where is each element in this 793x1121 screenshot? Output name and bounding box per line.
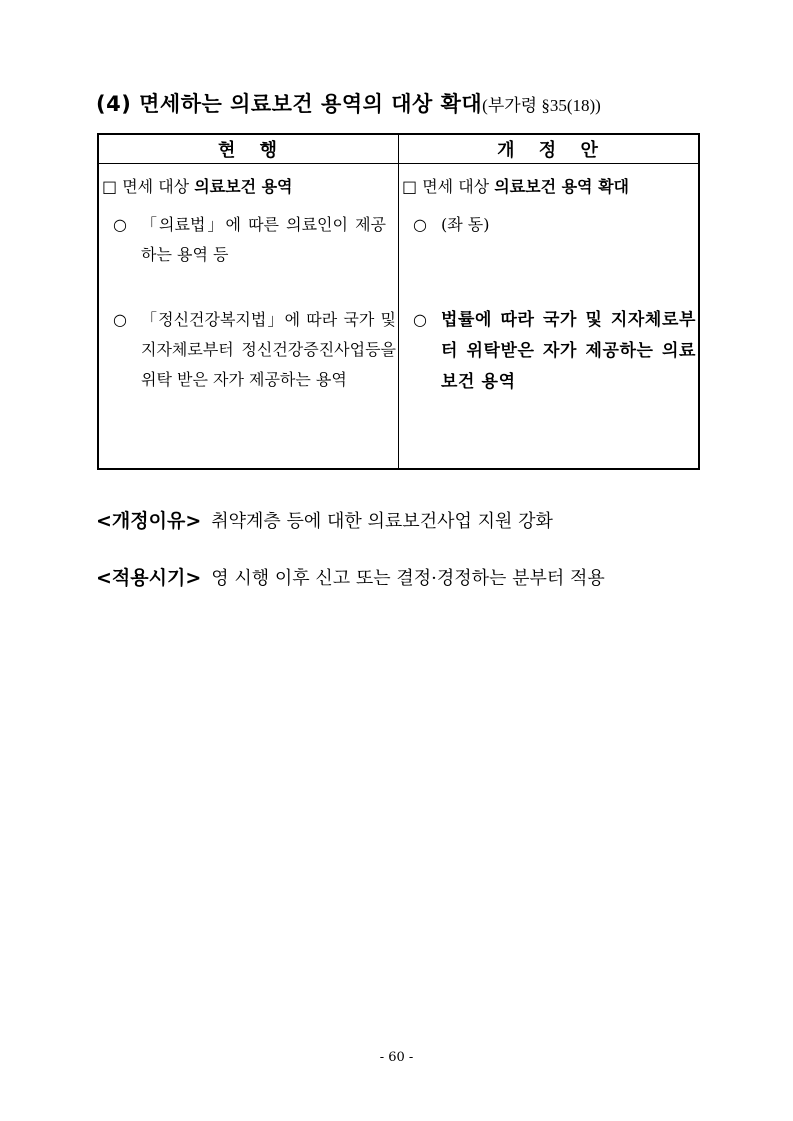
- proposed-item-2: [413, 305, 696, 398]
- comparison-table: [97, 133, 700, 470]
- bullet-icon: ○: [413, 215, 427, 234]
- current-item-1-text: 「의료법」에 따른 의료인이 제공하는 용역 등: [141, 215, 386, 264]
- bullet-icon: ○: [113, 215, 127, 234]
- proposed-item-2-text: 법률에 따라 국가 및 지자체로부터 위탁받은 자가 제공하는 의료보건 용역: [441, 310, 696, 392]
- section-title-text: (4) 면세하는 의료보건 용역의 대상 확대: [96, 92, 483, 116]
- effective-line: [96, 563, 605, 590]
- effective-label: <적용시기>: [96, 567, 202, 589]
- proposed-heading-bold: 의료보건 용역 확대: [494, 177, 629, 196]
- current-heading-prefix: □ 면세 대상: [102, 177, 195, 196]
- current-heading: [102, 174, 293, 197]
- current-column: [98, 164, 399, 470]
- proposed-item-1: [413, 210, 696, 240]
- section-reference: (부가령 §35(18)): [482, 96, 601, 115]
- reason-label: <개정이유>: [96, 510, 202, 532]
- header-proposed: 개 정 안: [399, 134, 700, 164]
- header-current: 현 행: [98, 134, 399, 164]
- table-header-row: [98, 134, 699, 164]
- current-item-2: [113, 305, 396, 395]
- proposed-heading-prefix: □ 면세 대상: [402, 177, 495, 196]
- current-item-2-text: 「정신건강복지법」에 따라 국가 및 지자체로부터 정신건강증진사업등을 위탁 받은 자가 제공하는 용역: [141, 310, 396, 389]
- proposed-item-1-text: (좌 동): [441, 215, 490, 234]
- page-number: - 60 -: [379, 1050, 414, 1065]
- effective-text: 영 시행 이후 신고 또는 결정·경정하는 분부터 적용: [211, 568, 605, 589]
- bullet-icon: ○: [113, 310, 127, 329]
- proposed-column: [399, 164, 700, 470]
- table-body-row: [98, 164, 699, 470]
- current-heading-bold: 의료보건 용역: [194, 177, 293, 196]
- section-title: [96, 88, 601, 118]
- reason-line: [96, 506, 553, 533]
- reason-text: 취약계층 등에 대한 의료보건사업 지원 강화: [211, 511, 553, 532]
- current-item-1: [113, 210, 386, 270]
- proposed-heading: [402, 174, 629, 197]
- bullet-icon: ○: [413, 310, 427, 329]
